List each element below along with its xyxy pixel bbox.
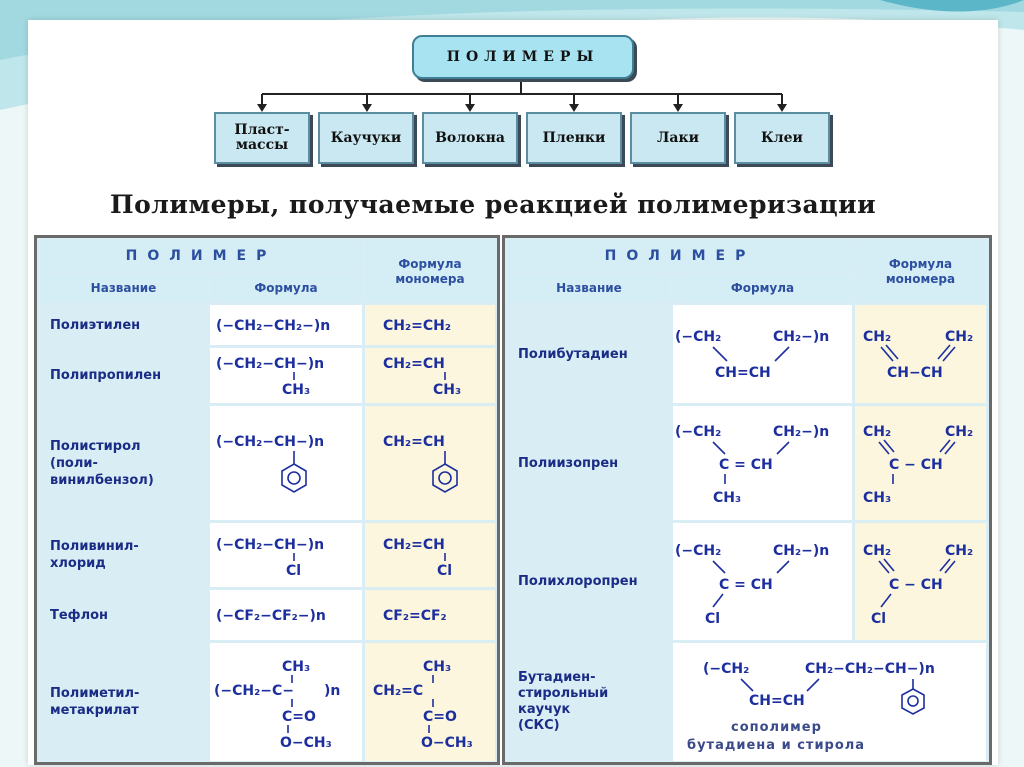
pmma-f-chain: (−CH₂−C− bbox=[214, 683, 294, 699]
name-pmma: Полиметил- метакрилат bbox=[40, 643, 207, 761]
benzene-ring-icon bbox=[433, 464, 457, 492]
pcl-m-a: CH₂ bbox=[863, 543, 892, 559]
pmma-f-n: )n bbox=[324, 683, 341, 699]
pp-formula-ch3: CH₃ bbox=[282, 382, 311, 398]
pvc-monomer-chain: CH₂=CH bbox=[383, 537, 445, 553]
pcl-f-a: (−CH₂ bbox=[675, 543, 722, 559]
name-polychloroprene: Полихлоропрен bbox=[508, 523, 670, 640]
name-pvc: Поливинил- хлорид bbox=[40, 523, 207, 587]
ps-formula-chain: (−CH₂−CH−)n bbox=[216, 434, 325, 450]
monomer-polyisoprene bbox=[855, 406, 986, 520]
pcl-f-d: Cl bbox=[705, 611, 721, 627]
pcl-f-c: C = CH bbox=[719, 577, 773, 593]
monomer-polystyrene bbox=[365, 406, 495, 520]
monomer-polyethylene bbox=[365, 305, 495, 345]
pb-m-b: CH₂ bbox=[945, 329, 974, 345]
pcl-m-c: C − CH bbox=[889, 577, 943, 593]
sks-note-2: бутадиена и стирола bbox=[687, 738, 866, 753]
monomer-teflon bbox=[365, 590, 495, 640]
pmma-m-och3: O−CH₃ bbox=[421, 735, 473, 751]
monomer-pmma bbox=[365, 643, 495, 761]
pmma-m-chain: CH₂=C bbox=[373, 683, 424, 699]
pb-f-b: CH₂−)n bbox=[773, 329, 830, 345]
monomer-polychloroprene bbox=[855, 523, 986, 640]
left-header-name: Название bbox=[40, 274, 207, 302]
pi-m-d: CH₃ bbox=[863, 490, 892, 506]
name-polystyrene: Полистирол (поли- винилбензол) bbox=[40, 406, 207, 520]
formula-polystyrene bbox=[210, 406, 362, 520]
right-header-name: Название bbox=[508, 274, 670, 302]
sks-b: CH₂−CH₂−CH−)n bbox=[805, 661, 935, 677]
pcl-f-b: CH₂−)n bbox=[773, 543, 830, 559]
category-fibers: Волокна bbox=[422, 112, 518, 164]
name-teflon: Тефлон bbox=[40, 590, 207, 640]
formula-polychloroprene bbox=[673, 523, 852, 640]
benzene-ring-icon bbox=[902, 689, 924, 714]
sks-a: (−CH₂ bbox=[703, 661, 750, 677]
formula-pvc bbox=[210, 523, 362, 587]
section-heading: Полимеры, получаемые реакцией полимеризации bbox=[110, 190, 877, 219]
name-polypropylene: Полипропилен bbox=[40, 348, 207, 403]
right-header-polymer: ПОЛИМЕР bbox=[508, 241, 852, 271]
left-header-monomer: Формула мономера bbox=[365, 241, 495, 302]
formula-polyethylene bbox=[210, 305, 362, 345]
pmma-m-co: C=O bbox=[423, 709, 457, 725]
pp-monomer-chain: CH₂=CH bbox=[383, 356, 445, 372]
pvc-monomer-cl: Cl bbox=[437, 563, 453, 579]
formula-polybutadiene bbox=[673, 305, 852, 403]
pp-monomer-ch3: CH₃ bbox=[433, 382, 462, 398]
right-header-monomer: Формула мономера bbox=[855, 241, 986, 302]
pcl-m-b: CH₂ bbox=[945, 543, 974, 559]
ps-monomer-chain: CH₂=CH bbox=[383, 434, 445, 450]
teflon-monomer-text: CF₂=CF₂ bbox=[383, 608, 447, 624]
pb-m-c: CH−CH bbox=[887, 365, 943, 381]
name-polyisoprene: Полиизопрен bbox=[508, 406, 670, 520]
category-lacquers: Лаки bbox=[630, 112, 726, 164]
pi-m-c: C − CH bbox=[889, 457, 943, 473]
formula-polypropylene bbox=[210, 348, 362, 403]
pb-f-c: CH=CH bbox=[715, 365, 771, 381]
name-sks: Бутадиен- стирольный каучук (СКС) bbox=[508, 643, 670, 761]
pi-f-a: (−CH₂ bbox=[675, 424, 722, 440]
pvc-formula-chain: (−CH₂−CH−)n bbox=[216, 537, 325, 553]
category-plastics: Пласт- массы bbox=[214, 112, 310, 164]
category-films: Пленки bbox=[526, 112, 622, 164]
sks-note-1: сополимер bbox=[731, 720, 822, 735]
pi-f-b: CH₂−)n bbox=[773, 424, 830, 440]
benzene-ring-icon bbox=[282, 464, 306, 492]
pp-formula-chain: (−CH₂−CH−)n bbox=[216, 356, 325, 372]
pe-formula-text: (−CH₂−CH₂−)n bbox=[216, 318, 331, 334]
pi-f-c: C = CH bbox=[719, 457, 773, 473]
pvc-formula-cl: Cl bbox=[286, 563, 302, 579]
root-node: ПОЛИМЕРЫ bbox=[412, 35, 634, 79]
pi-f-d: CH₃ bbox=[713, 490, 742, 506]
teflon-formula-text: (−CF₂−CF₂−)n bbox=[216, 608, 326, 624]
left-header-polymer: ПОЛИМЕР bbox=[40, 241, 362, 271]
monomer-polypropylene bbox=[365, 348, 495, 403]
formula-pmma bbox=[210, 643, 362, 761]
name-polyethylene: Полиэтилен bbox=[40, 305, 207, 345]
pcl-m-d: Cl bbox=[871, 611, 887, 627]
formula-polyisoprene bbox=[673, 406, 852, 520]
pb-m-a: CH₂ bbox=[863, 329, 892, 345]
sks-c: CH=CH bbox=[749, 693, 805, 709]
pmma-f-och3: O−CH₃ bbox=[280, 735, 332, 751]
category-glues: Клеи bbox=[734, 112, 830, 164]
pmma-f-co: C=O bbox=[282, 709, 316, 725]
name-polybutadiene: Полибутадиен bbox=[508, 305, 670, 403]
pi-m-b: CH₂ bbox=[945, 424, 974, 440]
left-header-formula: Формула bbox=[210, 274, 362, 302]
formula-teflon bbox=[210, 590, 362, 640]
category-rubbers: Каучуки bbox=[318, 112, 414, 164]
right-header-formula: Формула bbox=[673, 274, 852, 302]
pb-f-a: (−CH₂ bbox=[675, 329, 722, 345]
pi-m-a: CH₂ bbox=[863, 424, 892, 440]
pmma-f-ch3: CH₃ bbox=[282, 659, 311, 675]
pmma-m-ch3: CH₃ bbox=[423, 659, 452, 675]
monomer-polybutadiene bbox=[855, 305, 986, 403]
monomer-pvc bbox=[365, 523, 495, 587]
formula-sks bbox=[673, 643, 986, 761]
pe-monomer-text: CH₂=CH₂ bbox=[383, 318, 451, 334]
